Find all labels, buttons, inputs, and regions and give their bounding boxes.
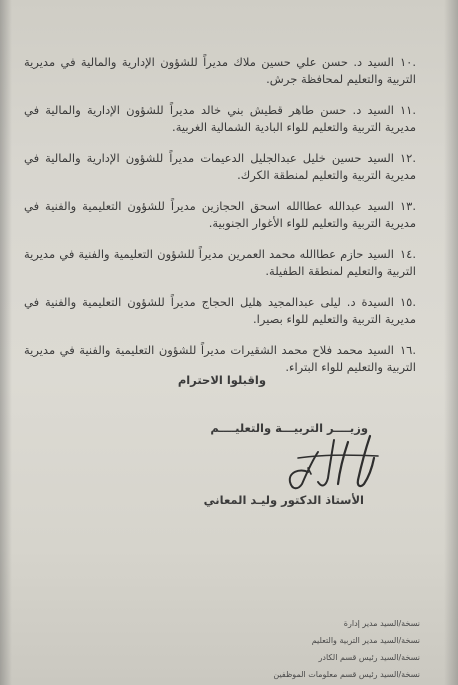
minister-name: الأستاذ الدكتور وليـد المعاني [203, 493, 364, 507]
copy-line: نسخة/السيد مدير التربية والتعليم [311, 636, 420, 645]
list-item [24, 198, 416, 232]
copy-line: نسخة/السيد رئيس قسم الكادر [318, 653, 420, 662]
item-text: السيدة د. ليلى عبدالمجيد هليل الحجاج مديراً للشؤون التعليمية والفنية في مديرية التربية والتعليم للواء بصيرا. [24, 295, 416, 326]
page-shadow-right [444, 0, 458, 685]
item-number: .١٦ [399, 343, 416, 357]
list-item [24, 54, 416, 88]
copies-list [240, 615, 420, 683]
page-shadow-left [0, 0, 12, 685]
item-number: .١١ [399, 103, 416, 117]
item-text: السيد حسين خليل عبدالجليل الدعيمات مديراً للشؤون الإدارية والمالية في مديرية التربية والتعليم لمنطقة الكرك. [24, 151, 416, 182]
copy-line: نسخة/السيد مدير إدارة [343, 619, 420, 628]
closing-phrase: واقبلوا الاحترام [177, 373, 266, 387]
item-number: .١٣ [399, 199, 416, 213]
appointment-list [24, 54, 416, 390]
item-number: .١٠ [399, 55, 416, 69]
item-text: السيد د. حسن علي حسين ملاك مديراً للشؤون الإدارية والمالية في مديرية التربية والتعليم لمحافظة جرش. [24, 55, 416, 86]
minister-title: وزيــــر التربيـــة والتعليــــم [210, 421, 368, 435]
list-item [24, 342, 416, 376]
list-item [24, 294, 416, 328]
list-item [24, 246, 416, 280]
list-item [24, 102, 416, 136]
item-text: السيد د. حسن طاهر قطيش بني خالد مديراً للشؤون الإدارية والمالية في مديرية التربية والتعليم للواء البادية الشمالية الغربية. [24, 103, 416, 134]
item-text: السيد عبدالله عطاالله اسحق الحجازين مديراً للشؤون التعليمية والفنية في مديرية التربية والتعليم للواء الأغوار الجنوبية. [24, 199, 416, 230]
item-number: .١٢ [399, 151, 416, 165]
item-text: السيد محمد فلاح محمد الشقيرات مديراً للشؤون التعليمية والفنية في مديرية التربية والتعليم للواء البتراء. [24, 343, 416, 374]
item-number: .١٤ [399, 247, 416, 261]
list-item [24, 150, 416, 184]
item-text: السيد حازم عطاالله محمد العمرين مديراً للشؤون التعليمية والفنية في مديرية التربية والتعليم لمنطقة الطفيلة. [24, 247, 416, 278]
item-number: .١٥ [399, 295, 416, 309]
copy-line: نسخة/السيد رئيس قسم معلومات الموظفين [273, 670, 420, 679]
signature-mark [278, 428, 388, 496]
